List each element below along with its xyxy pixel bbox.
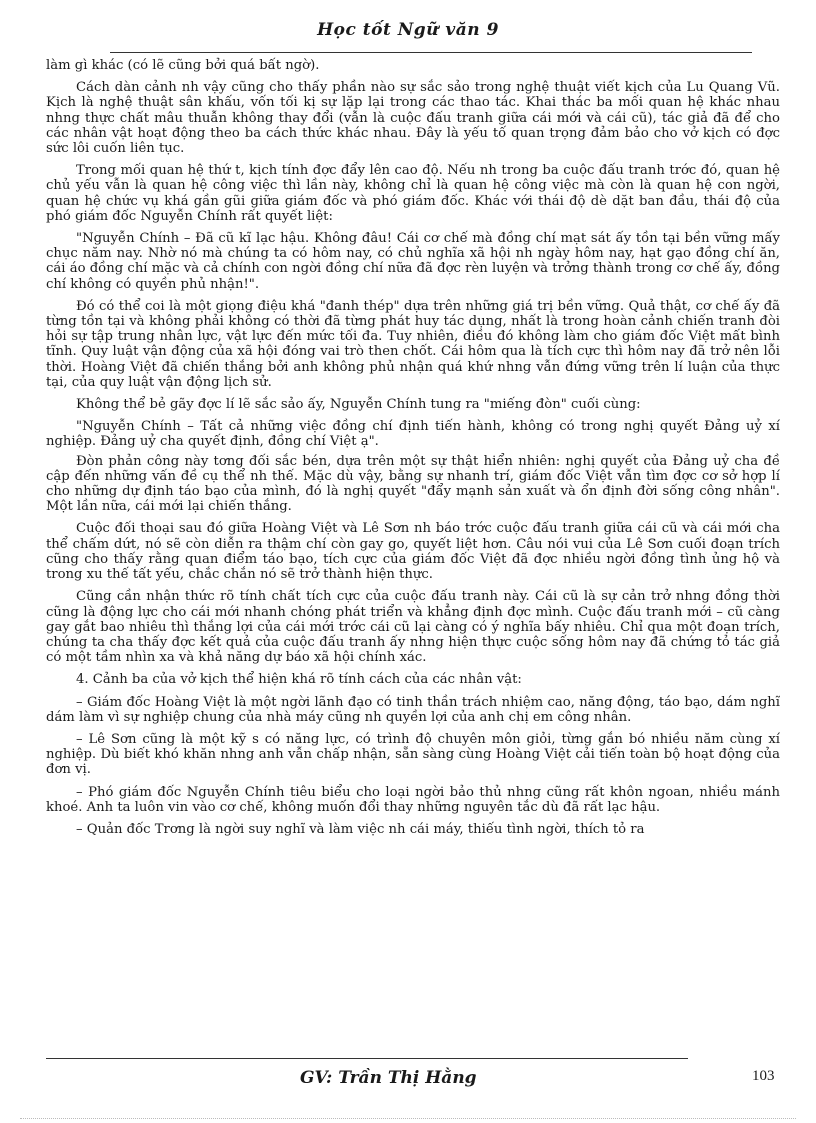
paragraph: Trong mối quan hệ thứ t, kịch tính đợc đẩy lên cao độ. Nếu nh trong ba cuộc đấu tranh trớc đó, quan hệ chủ yếu vẫn là quan hệ công việc thì lần này, không chỉ là quan hệ công việc mà còn là quan hệ con ngời, quan hệ chức vụ khá gần gũi giữa giám đốc và phó giám đốc. Khác với thái độ dè dặt ban đầu, thái độ của phó giám đốc Nguyễn Chính rất quyết liệt: [46, 163, 780, 224]
page-header-title: Học tốt Ngữ văn 9 [317, 20, 499, 40]
quote-paragraph: "Nguyễn Chính – Tất cả những việc đồng chí định tiến hành, không có trong nghị quyết Đảng uỷ xí nghiệp. Đảng uỷ cha quyết định, đồng chí Việt ạ". [46, 419, 780, 450]
paragraph: Cuộc đối thoại sau đó giữa Hoàng Việt và Lê Sơn nh báo trớc cuộc đấu tranh giữa cái cũ và cái mới cha thể chấm dứt, nó sẽ còn diễn ra thậm chí còn gay go, quyết liệt hơn. Câu nói vui của Lê Sơn cuối đoạn trích cũng cho thấy rằng quan điểm táo bạo, tích cực của giám đốc Việt đã đợc nhiều ngời đồng tình ủng hộ và trong xu thế tất yếu, chắc chắn nó sẽ trở thành hiện thực. [46, 521, 780, 583]
paragraph: Đó có thể coi là một giọng điệu khá "đanh thép" dựa trên những giá trị bền vững. Quả thật, cơ chế ấy đã từng tồn tại và không phải không có thời đã từng phát huy tác dụng, nhất là trong hoàn cảnh chiến tranh đòi hỏi sự tập trung nhân lực, vật lực đến mức tối đa. Tuy nhiên, điều đó không làm cho giám đốc Việt mất bình tĩnh. Quy luật vận động của xã hội đóng vai trò then chốt. Cái hôm qua là tích cực thì hôm nay đã trở nên lỗi thời. Hoàng Việt đã chiến thắng bởi anh không phủ nhận quá khứ nhng vẫn đứng vững trên lí luận của thực tại, của quy luật vận động lịch sử. [46, 298, 780, 390]
paragraph: Đòn phản công này tơng đối sắc bén, dựa trên một sự thật hiển nhiên: nghị quyết của Đảng uỷ cha đề cập đến những vấn đề cụ thể nh thế. Mặc dù vậy, bằng sự nhanh trí, giám đốc Việt vẫn tìm đợc cơ sở hợp lí cho những dự định táo bạo của mình, đó là nghị quyết "đẩy mạnh sản xuất và ổn định đời sống công nhân". Một lần nữa, cái mới lại chiến thắng. [46, 453, 780, 515]
paragraph: Không thể bẻ gãy đợc lí lẽ sắc sảo ấy, Nguyễn Chính tung ra "miếng đòn" cuối cùng: [76, 397, 641, 413]
footer-divider [46, 1058, 688, 1059]
paragraph: làm gì khác (có lẽ cũng bởi quá bất ngờ). [46, 58, 320, 73]
list-item: – Lê Sơn cũng là một kỹ s có năng lực, có trình độ chuyên môn giỏi, từng gắn bó nhiều năm cùng xí nghiệp. Dù biết khó khăn nhng anh vẫn chấp nhận, sẵn sàng cùng Hoàng Việt cải tiến toàn bộ hoạt động của đơn vị. [46, 731, 780, 778]
list-item: – Quản đốc Trơng là ngời suy nghĩ và làm việc nh cái máy, thiếu tình ngời, thích tỏ ra [76, 821, 645, 837]
paragraph: Cũng cần nhận thức rõ tính chất tích cực của cuộc đấu tranh này. Cái cũ là sự cản trở nhng đồng thời cũng là động lực cho cái mới nhanh chóng phát triển và khẳng định đợc mình. Cuộc đấu tranh mới – cũ càng gay gắt bao nhiêu thì thắng lợi của cái mới trớc cái cũ lại càng có ý nghĩa bấy nhiêu. Chỉ qua một đoạn trích, chúng ta cha thấy đợc kết quả của cuộc đấu tranh ấy nhng hiện thực cuộc sống hôm nay đã chứng tỏ tác giả có một tầm nhìn xa và khả năng dự báo xã hội chính xác. [46, 589, 780, 666]
section-heading: 4. Cảnh ba của vở kịch thể hiện khá rõ tính cách của các nhân vật: [76, 672, 522, 688]
page-number: 103 [752, 1068, 775, 1084]
paragraph: Cách dàn cảnh nh vậy cũng cho thấy phần nào sự sắc sảo trong nghệ thuật viết kịch của Lu Quang Vũ. Kịch là nghệ thuật sân khấu, vốn tối kị sự lặp lại trong các thao tác. Khai thác ba mối quan hệ khác nhau nhng thực chất mâu thuẫn không thay đổi (vẫn là cuộc đấu tranh giữa cái mới và cái cũ), tác giả đã để cho các nhân vật hoạt động theo ba cách thức khác nhau. Đây là yếu tố quan trọng đảm bảo cho vở kịch có đợc sức lôi cuốn liên tục. [46, 80, 780, 157]
header-divider [110, 52, 752, 53]
quote-paragraph: "Nguyễn Chính – Đã cũ kĩ lạc hậu. Không đâu! Cái cơ chế mà đồng chí mạt sát ấy tồn tại bền vững mấy chục năm nay. Nhờ nó mà chúng ta có hôm nay, có chủ nghĩa xã hội nh ngày hôm nay, hạt gạo đồng chí ăn, cái áo đồng chí mặc và cả chính con ngời đồng chí nữa đã đợc rèn luyện và trởng thành trong cơ chế ấy, đồng chí không có quyền phủ nhận!". [46, 231, 780, 292]
list-item: – Giám đốc Hoàng Việt là một ngời lãnh đạo có tinh thần trách nhiệm cao, năng động, táo bạo, dám nghĩ dám làm vì sự nghiệp chung của nhà máy cũng nh quyền lợi của anh chị em công nhân. [46, 694, 780, 725]
footer-author: GV: Trần Thị Hằng [300, 1068, 477, 1088]
document-body [46, 58, 780, 844]
list-item: – Phó giám đốc Nguyễn Chính tiêu biểu cho loại ngời bảo thủ nhng cũng rất khôn ngoan, nhiều mánh khoé. Anh ta luôn vin vào cơ chế, không muốn đổi thay những nguyên tắc dù đã rất lạc hậu. [46, 784, 780, 815]
page-edge-dotted-line [20, 1118, 796, 1119]
